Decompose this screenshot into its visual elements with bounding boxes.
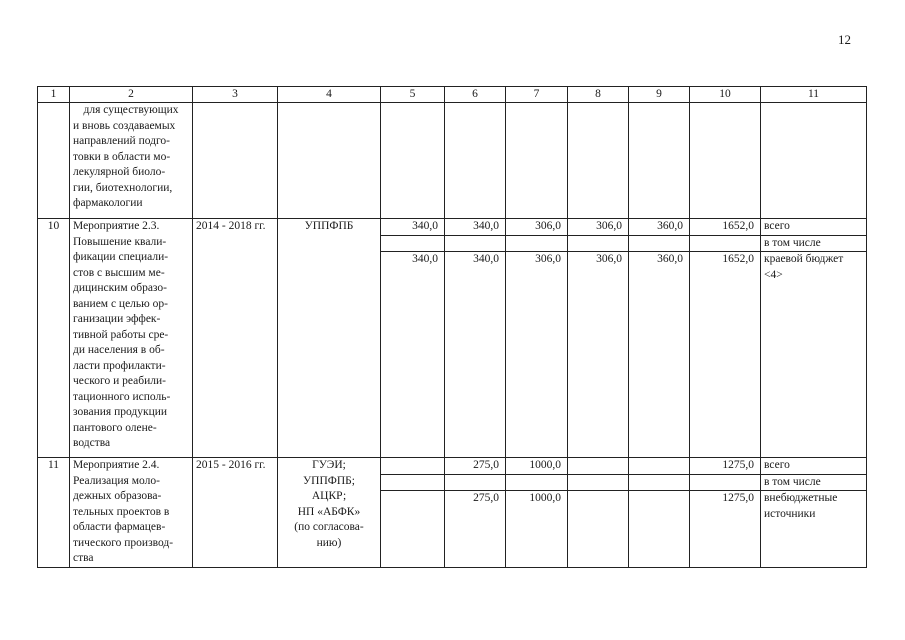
budget-table — [37, 86, 867, 568]
value-cell: 340,0 — [445, 252, 506, 458]
row-number: 10 — [38, 219, 70, 458]
executor-cell: УППФПБ — [278, 219, 381, 458]
value-cell: 306,0 — [568, 219, 629, 236]
funding-label: внебюджетные источники — [761, 491, 867, 567]
value-cell: 275,0 — [445, 458, 506, 475]
header-cell: 8 — [568, 87, 629, 103]
page-number: 12 — [838, 32, 851, 47]
measure-description: для существующих и вновь создаваемых направлений подго- товки в области мо- лекулярной биоло- гии, биотехнологии, фармакологии — [70, 103, 193, 219]
value-cell: 1000,0 — [506, 491, 568, 567]
value-cell: 1000,0 — [506, 458, 568, 475]
header-cell: 10 — [690, 87, 761, 103]
header-cell: 9 — [629, 87, 690, 103]
value-cell — [381, 458, 445, 475]
table-row — [38, 103, 867, 219]
measure-description: Мероприятие 2.3. Повышение квали- фикации специали- стов с высшим ме- дицинским образо- ванием с целью ор- ганизации эффек- тивной работы сре- ди населения в об- ласти профилакти- ческого и реабили- тационного исполь- зования продукции пантового олене- водства — [70, 219, 193, 458]
header-cell: 4 — [278, 87, 381, 103]
table-row — [38, 458, 867, 475]
measure-description: Мероприятие 2.4. Реализация моло- дежных образова- тельных проектов в области фармацев- тического производ- ства — [70, 458, 193, 568]
value-cell: 360,0 — [629, 219, 690, 236]
funding-label: краевой бюджет <4> — [761, 252, 867, 458]
value-cell: 306,0 — [506, 219, 568, 236]
funding-label: всего — [761, 458, 867, 475]
funding-label: в том числе — [761, 474, 867, 491]
value-cell — [568, 458, 629, 475]
value-cell — [629, 491, 690, 567]
value-cell: 306,0 — [506, 252, 568, 458]
header-cell: 3 — [193, 87, 278, 103]
header-cell: 6 — [445, 87, 506, 103]
executor-cell: ГУЭИ; УППФПБ; АЦКР; НП «АБФК» (по согласова- нию) — [278, 458, 381, 568]
total-cell: 1275,0 — [690, 491, 761, 567]
table-header-row — [38, 87, 867, 103]
header-cell: 1 — [38, 87, 70, 103]
funding-label: всего — [761, 219, 867, 236]
total-cell: 1652,0 — [690, 252, 761, 458]
period-cell: 2014 - 2018 гг. — [193, 219, 278, 458]
value-cell — [381, 491, 445, 567]
total-cell: 1275,0 — [690, 458, 761, 475]
period-cell: 2015 - 2016 гг. — [193, 458, 278, 568]
header-cell: 2 — [70, 87, 193, 103]
header-cell: 5 — [381, 87, 445, 103]
value-cell: 306,0 — [568, 252, 629, 458]
value-cell: 340,0 — [381, 252, 445, 458]
value-cell: 360,0 — [629, 252, 690, 458]
header-cell: 11 — [761, 87, 867, 103]
funding-label: в том числе — [761, 235, 867, 252]
row-number: 11 — [38, 458, 70, 568]
value-cell — [629, 458, 690, 475]
value-cell — [568, 491, 629, 567]
value-cell: 340,0 — [381, 219, 445, 236]
table-row — [38, 219, 867, 236]
total-cell: 1652,0 — [690, 219, 761, 236]
header-cell: 7 — [506, 87, 568, 103]
value-cell: 275,0 — [445, 491, 506, 567]
value-cell: 340,0 — [445, 219, 506, 236]
